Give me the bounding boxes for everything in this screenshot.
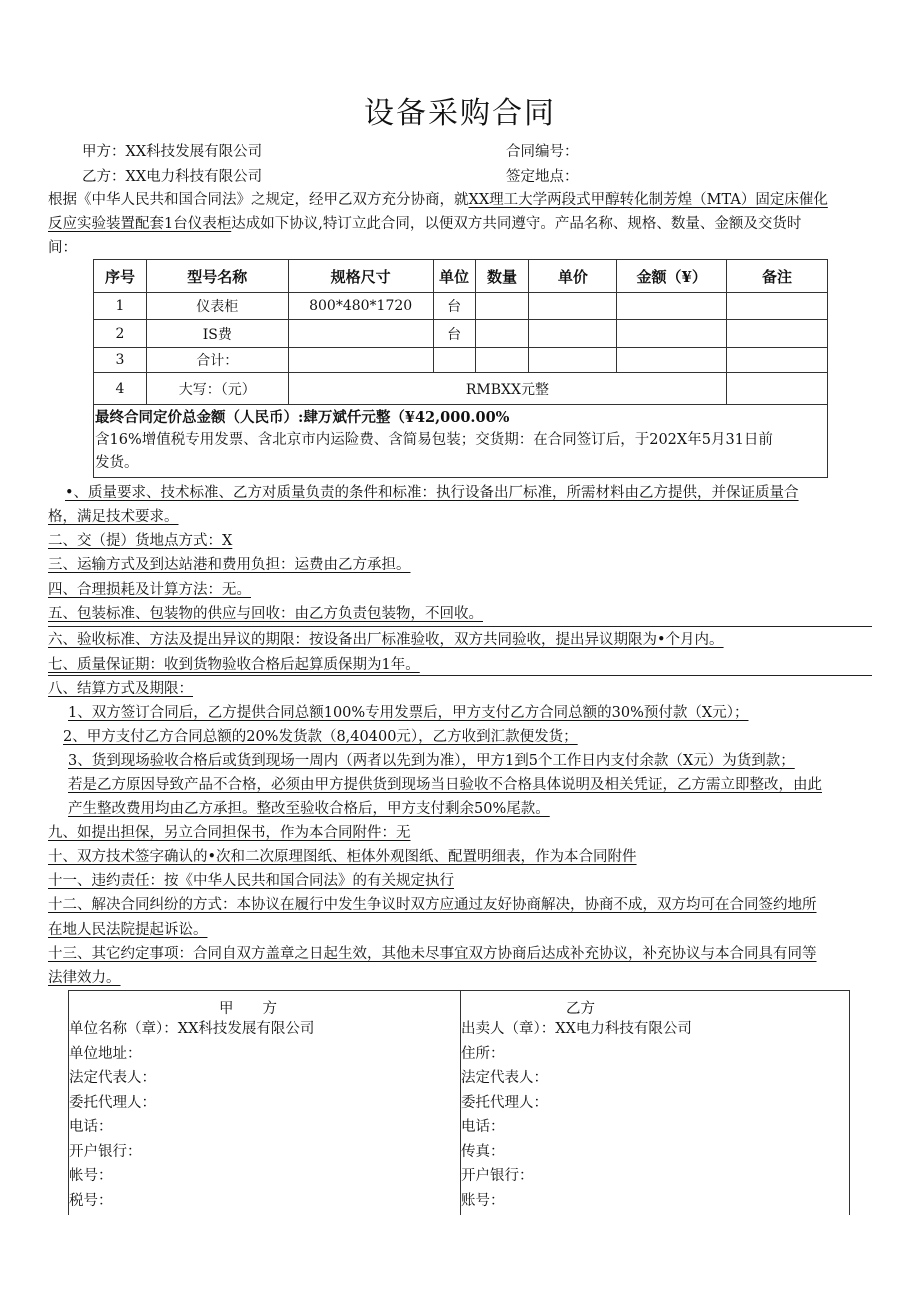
signature-field: 单位名称（章）：XX科技发展有限公司	[69, 1021, 315, 1037]
signature-field: 帐号：	[69, 1168, 113, 1184]
intro-line-1	[48, 190, 828, 210]
table-header-row	[94, 260, 828, 293]
table-cell	[617, 293, 727, 320]
clause-line: 3、货到现场验收合格后或货到现场一周内（两者以先到为准），甲方1到5个工作日内支付余款（X元）为货到款；	[68, 753, 795, 769]
signature-field: 开户银行：	[69, 1143, 142, 1160]
table-cell	[433, 348, 475, 373]
signature-field: 住所：	[461, 1045, 505, 1062]
signature-table	[68, 990, 850, 1215]
table-cell	[475, 320, 529, 348]
contract-number: 合同编号：	[506, 144, 579, 160]
clause-line: 十一、违约责任：按《中华人民共和国合同法》的有关规定执行	[48, 873, 454, 889]
project-name: XX理工大学两段式甲醇转化制芳煌（MTA）固定床催化	[468, 192, 828, 208]
party-a-heading: 甲 方	[219, 1001, 277, 1017]
party-b: 乙方：XX电力科技有限公司	[82, 169, 263, 185]
project-name-cont: 反应实验装置配套1台仪表柜	[48, 216, 232, 232]
clause-line: 三、运输方式及到达站港和费用负担：运费由乙方承担。	[48, 557, 411, 573]
column-header: 金额（¥）	[617, 260, 727, 293]
clause-line: 七、质量保证期：收到货物验收合格后起算质保期为1年。	[48, 657, 420, 673]
totals-box	[93, 404, 828, 478]
table-cell	[529, 320, 617, 348]
table-cell	[727, 320, 828, 348]
signature-field: 税号：	[69, 1192, 113, 1209]
signature-field: 出卖人（章）：XX电力科技有限公司	[461, 1021, 692, 1037]
signature-field: 委托代理人：	[69, 1094, 156, 1111]
party-a: 甲方：XX科技发展有限公司	[82, 144, 263, 160]
table-cell: 3	[94, 348, 147, 373]
table-cell: 台	[433, 293, 475, 320]
total-amount: 最终合同定价总金额（人民币）:肆万斌仟元整（¥42,000.00%	[95, 409, 510, 426]
clause-line: 2、甲方支付乙方合同总额的20%发货款（8,40400元），乙方收到汇款便发货；	[63, 729, 578, 745]
delivery-note-cont: 发货。	[95, 455, 139, 471]
intro-text-cont: 达成如下协议,特订立此合同，以便双方共同遵守。产品名称、规格、数量、金额及交货时	[231, 216, 802, 232]
party-b-heading: 乙方	[566, 1001, 595, 1017]
intro-line-3: 间：	[48, 240, 77, 256]
sign-place: 签定地点：	[506, 169, 579, 185]
table-cell: 仪表柜	[146, 293, 288, 320]
column-header: 单价	[529, 260, 617, 293]
clause-line: 十、双方技术签字确认的•次和二次原理图纸、柜体外观图纸、配置明细表，作为本合同附件	[48, 849, 637, 865]
table-cell	[617, 320, 727, 348]
table-row	[94, 348, 828, 373]
signature-field: 单位地址：	[69, 1045, 142, 1062]
clause-line: 格，满足技术要求。	[48, 509, 179, 525]
divider	[48, 675, 872, 676]
clause-line: 四、合理损耗及计算方法：无。	[48, 582, 251, 598]
signature-field: 法定代表人：	[69, 1070, 156, 1086]
intro-text: 根据《中华人民共和国合同法》之规定，经甲乙双方充分协商，就	[48, 192, 469, 208]
table-cell	[475, 348, 529, 373]
clause-line: 十三、其它约定事项：合同自双方盖章之日起生效，其他未尽事宜双方协商后达成补充协议，补充协议与本合同具有同等	[48, 946, 817, 962]
table-cell: 1	[94, 293, 147, 320]
table-cell	[475, 293, 529, 320]
clause-line: 八、结算方式及期限：	[48, 681, 193, 697]
page-title: 设备采购合同	[364, 96, 556, 131]
column-header: 规格尺寸	[288, 260, 433, 293]
column-header: 型号名称	[146, 260, 288, 293]
clause-line: 在地人民法院提起诉讼。	[48, 922, 208, 938]
signature-field: 电话：	[69, 1119, 113, 1135]
table-cell	[529, 293, 617, 320]
amount-words-value: RMBXX元整	[288, 373, 726, 405]
table-cell: 800*480*1720	[288, 293, 433, 320]
clause-line: 十二、解决合同纠纷的方式：本协议在履行中发生争议时双方应通过友好协商解决，协商不成，双方均可在合同签约地所	[48, 897, 817, 913]
column-header: 备注	[727, 260, 828, 293]
column-header: 单位	[433, 260, 475, 293]
table-row	[94, 320, 828, 348]
table-cell	[529, 348, 617, 373]
divider	[48, 626, 872, 627]
signature-field: 账号：	[461, 1192, 505, 1209]
table-cell	[727, 348, 828, 373]
delivery-note: 含16%增值税专用发票、含北京市内运险费、含简易包装；交货期：在合同签订后，于202X年5月31日前	[95, 432, 773, 448]
clause-line: 二、交（提）货地点方式：X	[48, 533, 233, 549]
clause-line: 1、双方签订合同后，乙方提供合同总额100%专用发票后，甲方支付乙方合同总额的30%预付款（X元）；	[68, 705, 749, 721]
party-a-signature	[69, 991, 461, 1215]
remark-cell	[727, 373, 828, 405]
clause-line: •、质量要求、技术标准、乙方对质量负责的条件和标准：执行设备出厂标准，所需材料由乙方提供，并保证质量合	[65, 485, 799, 501]
clause-line: 产生整改费用均由乙方承担。整改至验收合格后，甲方支付剩余50%尾款。	[68, 801, 550, 817]
table-cell	[288, 320, 433, 348]
party-b-signature	[461, 991, 851, 1215]
intro-line-2	[48, 214, 801, 234]
table-cell	[288, 348, 433, 373]
table-row	[94, 293, 828, 320]
signature-field: 委托代理人：	[461, 1094, 548, 1111]
column-header: 序号	[94, 260, 147, 293]
table-row	[94, 373, 828, 405]
clause-line: 九、如提出担保，另立合同担保书，作为本合同附件：无	[48, 825, 411, 841]
signature-field: 传真：	[461, 1143, 505, 1160]
table-cell	[727, 293, 828, 320]
table-cell	[617, 348, 727, 373]
clause-line: 六、验收标准、方法及提出异议的期限：按设备出厂标准验收，双方共同验收，提出异议期限为•个月内。	[48, 632, 724, 648]
table-cell: 台	[433, 320, 475, 348]
signature-field: 开户银行：	[461, 1168, 534, 1184]
signature-field: 电话：	[461, 1119, 505, 1135]
signature-field: 法定代表人：	[461, 1070, 548, 1086]
table-cell: IS费	[146, 320, 288, 348]
items-table	[93, 259, 828, 405]
clause-line: 若是乙方原因导致产品不合格，必须由甲方提供货到现场当日验收不合格具体说明及相关凭证，乙方需立即整改，由此	[68, 777, 822, 793]
table-cell: 合计：	[146, 348, 288, 373]
clause-line: 五、包装标准、包装物的供应与回收：由乙方负责包装物，不回收。	[48, 606, 483, 622]
amount-words-label: 大写：（元）	[146, 373, 288, 405]
column-header: 数量	[475, 260, 529, 293]
table-cell: 2	[94, 320, 147, 348]
clause-line: 法律效力。	[48, 970, 121, 986]
row-number: 4	[94, 373, 147, 405]
